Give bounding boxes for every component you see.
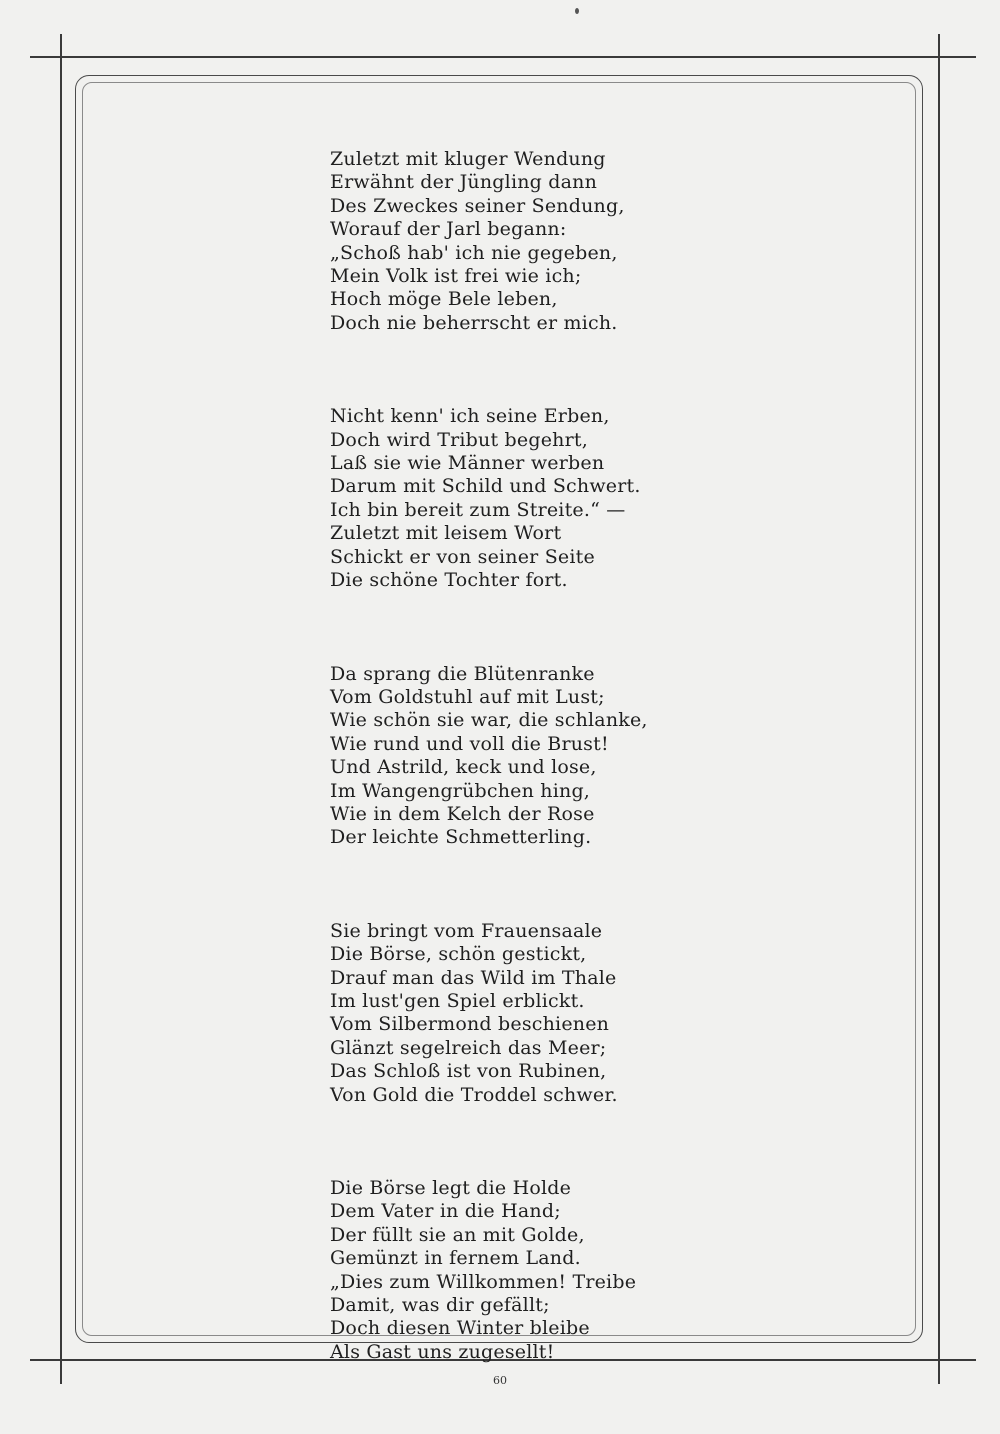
verse-line: Gemünzt in fernem Land. — [330, 1247, 581, 1270]
verse-line: Wie schön sie war, die schlanke, — [330, 709, 648, 732]
crop-line-top — [30, 56, 976, 58]
verse-line: Darum mit Schild und Schwert. — [330, 475, 641, 498]
verse-line: Von Gold die Troddel schwer. — [330, 1083, 618, 1106]
verse-line: Doch wird Tribut begehrt, — [330, 428, 588, 451]
verse-line: Vom Goldstuhl auf mit Lust; — [330, 685, 605, 708]
stanza-5 — [330, 1177, 750, 1364]
verse-line: Doch diesen Winter bleibe — [330, 1317, 590, 1340]
verse-line: Als Gast uns zugesellt! — [330, 1340, 555, 1363]
verse-line: Erwähnt der Jüngling dann — [330, 171, 598, 194]
print-speck — [575, 8, 579, 14]
stanza-2 — [330, 405, 750, 592]
verse-line: „Schoß hab' ich nie gegeben, — [330, 241, 618, 264]
verse-line: Ich bin bereit zum Streite.“ — — [330, 498, 626, 521]
crop-line-right — [938, 34, 940, 1384]
verse-line: Glänzt segelreich das Meer; — [330, 1036, 607, 1059]
poem — [330, 148, 750, 1434]
verse-line: Und Astrild, keck und lose, — [330, 756, 597, 779]
verse-line: Hoch möge Bele leben, — [330, 288, 558, 311]
verse-line: Das Schloß ist von Rubinen, — [330, 1060, 607, 1083]
verse-line: Die Börse legt die Holde — [330, 1177, 572, 1199]
verse-line: Damit, was dir gefällt; — [330, 1294, 550, 1317]
verse-line: Der füllt sie an mit Golde, — [330, 1223, 585, 1246]
verse-line: Vom Silbermond beschienen — [330, 1013, 610, 1036]
verse-line: Zuletzt mit kluger Wendung — [330, 148, 606, 170]
stanza-4 — [330, 920, 750, 1107]
verse-line: Schickt er von seiner Seite — [330, 545, 595, 568]
verse-line: Da sprang die Blütenranke — [330, 662, 595, 685]
stanza-1 — [330, 148, 750, 335]
verse-line: Im lust'gen Spiel erblickt. — [330, 989, 585, 1012]
verse-line: Laß sie wie Männer werben — [330, 452, 605, 475]
verse-line: Die Börse, schön gestickt, — [330, 943, 587, 966]
verse-line: Drauf man das Wild im Thale — [330, 966, 617, 989]
verse-line: Des Zweckes seiner Sendung, — [330, 194, 625, 217]
verse-line: Die schöne Tochter fort. — [330, 569, 568, 592]
verse-line: Nicht kenn' ich seine Erben, — [330, 405, 610, 428]
verse-line: Mein Volk ist frei wie ich; — [330, 265, 582, 288]
verse-line: Worauf der Jarl begann: — [330, 218, 567, 241]
stanza-3 — [330, 663, 750, 850]
crop-line-left — [60, 34, 62, 1384]
verse-line: Wie in dem Kelch der Rose — [330, 802, 595, 825]
page-number: 60 — [493, 1374, 507, 1387]
verse-line: Doch nie beherrscht er mich. — [330, 311, 618, 334]
verse-line: Zuletzt mit leisem Wort — [330, 522, 562, 545]
verse-line: Sie bringt vom Frauensaale — [330, 919, 603, 942]
verse-line: „Dies zum Willkommen! Treibe — [330, 1270, 637, 1293]
verse-line: Dem Vater in die Hand; — [330, 1200, 561, 1223]
verse-line: Im Wangengrübchen hing, — [330, 779, 591, 802]
verse-line: Der leichte Schmetterling. — [330, 826, 592, 849]
verse-line: Wie rund und voll die Brust! — [330, 732, 609, 755]
